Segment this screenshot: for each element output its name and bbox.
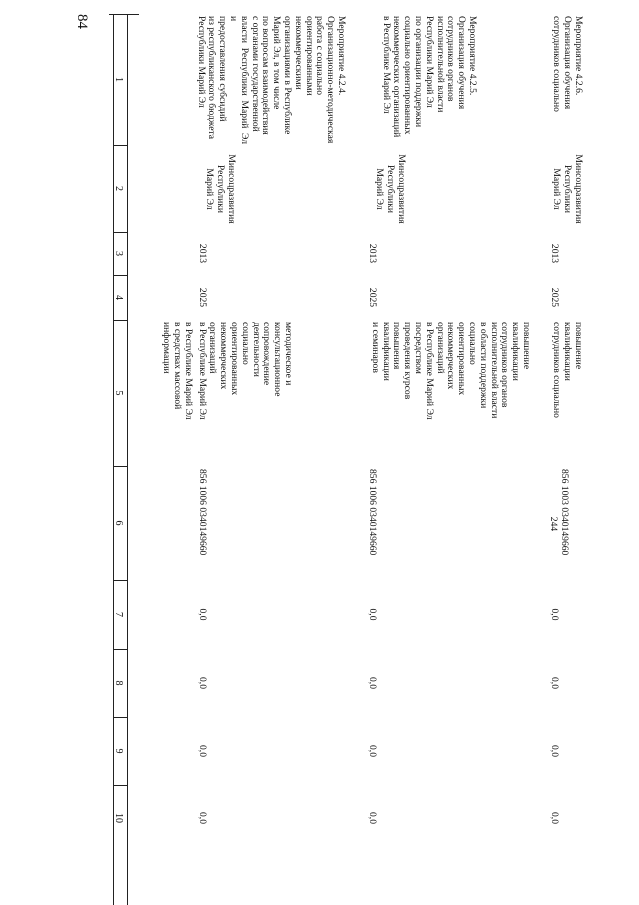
row2-line: сотрудников органов [445, 16, 457, 102]
row2-year-col7: 0,0 [367, 608, 378, 621]
prev-line: в Республике Марий Эл [183, 322, 194, 420]
row2-line: Мероприятие 4.2.5. [467, 16, 478, 96]
row3-year-col9: 0,0 [549, 745, 560, 757]
row2-line: квалификации [510, 322, 522, 381]
row2-line: исполнительной власти [488, 322, 500, 419]
header-bottom-line [127, 14, 128, 905]
row2-line: социально ориентированных [402, 16, 414, 135]
row1-measure-name [196, 16, 346, 144]
row2-line: организаций [434, 322, 446, 374]
row3-line: 856 1003 0340149660 [559, 469, 570, 556]
header-col-1: 1 [113, 77, 124, 82]
row1-line: работа с социально [314, 16, 326, 95]
row1-year-col10: 0,0 [197, 812, 208, 824]
row1-line: Марий Эл, в том числе [271, 16, 283, 110]
row3-line: Организация обучения [562, 16, 574, 110]
row3-end-year: 2025 [549, 287, 560, 308]
row1-year-col7: 0,0 [197, 608, 208, 621]
row1-line: социально [239, 322, 251, 365]
prev-row-result [133, 322, 193, 462]
row3-year-col10: 0,0 [549, 812, 560, 824]
row1-line: деятельности [250, 322, 262, 377]
row1-line: Мероприятие 4.2.4. [336, 16, 347, 96]
row2-line: некоммерческих [445, 322, 457, 390]
row1-line: сопровождение [261, 322, 273, 386]
row2-line: по организации поддержки [413, 16, 425, 128]
header-col-9: 9 [113, 748, 124, 754]
row3-result [547, 322, 583, 464]
row2-line: Организация обучения [456, 16, 468, 110]
row2-line: в Республике Марий Эл [423, 322, 435, 420]
row1-line: некоммерческими [292, 16, 304, 90]
row1-line: организаций [207, 322, 219, 374]
row3-line: Минсоцразвития [573, 154, 584, 224]
row1-line: Республики [215, 164, 227, 214]
row1-executor [196, 147, 236, 231]
row2-line: социально [467, 322, 479, 365]
row2-line: в области поддержки [477, 322, 489, 409]
row2-result [366, 322, 531, 464]
row3-line: 244 [548, 516, 560, 532]
row3-line: сотрудников социально [551, 16, 563, 112]
row1-line: власти Республики Марий Эл и [228, 16, 250, 144]
row1-line: консультационное [272, 322, 284, 397]
row2-line: посредством [413, 322, 425, 374]
row1-line: некоммерческих [218, 322, 230, 390]
row2-year-col10: 0,0 [367, 812, 378, 824]
row1-line: Марий Эл [204, 168, 216, 210]
row2-executor [366, 147, 406, 231]
row1-year-col9: 0,0 [197, 745, 208, 757]
row1-line: с органами государственной [249, 16, 261, 132]
header-col-2: 2 [113, 186, 124, 191]
page-number: 84 [74, 14, 90, 29]
row3-line: Марий Эл [551, 168, 563, 210]
row2-line: Марий Эл [374, 168, 386, 210]
row2-line: ориентированных [456, 322, 468, 396]
row1-end-year: 2025 [197, 287, 208, 308]
row2-line: 856 1006 0340149660 [367, 469, 378, 556]
row1-line: Организационно-методическая [325, 16, 337, 144]
row2-line: и семинаров [369, 322, 381, 373]
row2-line: сотрудников органов [499, 322, 511, 408]
row1-line: 856 1006 0340149660 [197, 469, 208, 556]
row2-line: повышения [391, 322, 403, 370]
row1-line: в Республике Марий Эл [196, 322, 208, 420]
row2-line: Республики Марий Эл [423, 16, 435, 108]
header-col-10: 10 [113, 813, 124, 823]
row3-line: сотрудников социально [551, 322, 563, 418]
row1-line: организациями в Республике [282, 16, 294, 135]
row3-measure-name [547, 16, 583, 144]
row2-line: некоммерческих организаций [391, 16, 403, 138]
prev-line: информации [161, 322, 173, 374]
header-col-7: 7 [113, 612, 124, 617]
row1-line: по вопросам взаимодействия [260, 16, 272, 135]
row1-budget-code [196, 469, 207, 579]
row2-line: проведения курсов [402, 322, 414, 400]
row2-end-year: 2025 [367, 287, 378, 308]
row1-line: из республиканского бюджета [206, 16, 218, 140]
row3-executor [547, 147, 583, 231]
row2-start-year: 2013 [367, 243, 378, 264]
row3-budget-code [547, 469, 569, 579]
header-col-4: 4 [113, 295, 124, 300]
row2-year-col9: 0,0 [367, 745, 378, 757]
row1-line: ориентированных [229, 322, 241, 396]
row3-line: квалификации [562, 322, 574, 381]
row1-line: ориентированными [303, 16, 315, 96]
header-col-3: 3 [113, 251, 124, 256]
row1-line: Республики Марий Эл [195, 16, 207, 108]
row3-line: повышение [573, 322, 584, 370]
prev-line: в средствах массовой [172, 322, 184, 410]
row3-line: Республики [562, 164, 574, 214]
header-col-6: 6 [113, 520, 124, 526]
row3-line: Мероприятие 4.2.6. [573, 16, 584, 96]
row2-measure-name [367, 16, 477, 144]
row2-line: Минсоцразвития [396, 154, 407, 224]
row1-start-year: 2013 [197, 243, 208, 264]
header-col-8: 8 [113, 680, 124, 686]
row1-line: предоставления субсидий [217, 16, 229, 122]
row1-year-col8: 0,0 [197, 677, 208, 689]
row3-year-col8: 0,0 [549, 677, 560, 689]
header-col-5: 5 [113, 390, 124, 396]
row2-line: повышение [521, 322, 532, 370]
row2-line: квалификации [380, 322, 392, 381]
row1-line: методическое и [283, 322, 294, 386]
row2-budget-code [366, 469, 377, 579]
row2-line: в Республике Марий Эл [380, 16, 392, 114]
row2-line: Республики [385, 164, 397, 214]
row3-start-year: 2013 [549, 243, 560, 264]
row2-line: исполнительной власти [434, 16, 446, 113]
row2-year-col8: 0,0 [367, 677, 378, 689]
row3-year-col7: 0,0 [549, 608, 560, 621]
row1-line: Минсоцразвития [226, 154, 237, 224]
row1-result [193, 322, 293, 464]
